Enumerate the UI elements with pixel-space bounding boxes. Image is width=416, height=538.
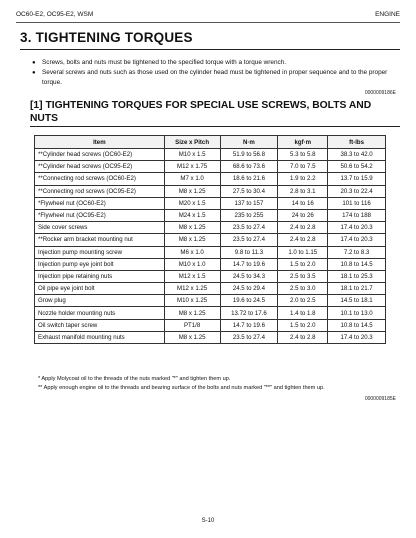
table-cell: **Connecting rod screws (OC60-E2) xyxy=(35,173,165,185)
table-header-row xyxy=(35,136,386,149)
table-cell: Oil switch taper screw xyxy=(35,319,165,331)
table-cell: 23.5 to 27.4 xyxy=(220,234,278,246)
table-row xyxy=(35,258,386,270)
table-cell: PT1/8 xyxy=(164,319,220,331)
table-cell: 18.1 to 21.7 xyxy=(328,283,386,295)
bullet-item: ● Several screws and nuts such as those used on the cylinder head must be tightened in proper sequence and to the proper torque. xyxy=(32,68,392,88)
table-cell: 7.2 to 8.3 xyxy=(328,246,386,258)
bullet-item: ● Screws, bolts and nuts must be tightened to the specified torque with a torque wrench. xyxy=(32,58,392,68)
table-cell: M8 x 1.25 xyxy=(164,234,220,246)
table-cell: 14.7 to 19.6 xyxy=(220,258,278,270)
table-row xyxy=(35,173,386,185)
column-header: N·m xyxy=(220,136,278,149)
table-cell: 17.4 to 20.3 xyxy=(328,222,386,234)
table-cell: 17.4 to 20.3 xyxy=(328,331,386,343)
table-cell: 17.4 to 20.3 xyxy=(328,234,386,246)
table-cell: Exhaust manifold mounting nuts xyxy=(35,331,165,343)
table-cell: Side cover screws xyxy=(35,222,165,234)
table-cell: 7.0 to 7.5 xyxy=(278,161,328,173)
table-cell: 14 to 16 xyxy=(278,197,328,209)
table-cell: 24 to 26 xyxy=(278,209,328,221)
table-row xyxy=(35,209,386,221)
table-cell: Grow plug xyxy=(35,295,165,307)
table-cell: 23.5 to 27.4 xyxy=(220,331,278,343)
table-cell: 19.6 to 24.5 xyxy=(220,295,278,307)
table-cell: Nozzle holder mounting nuts xyxy=(35,307,165,319)
table-row xyxy=(35,185,386,197)
table-cell: 10.1 to 13.0 xyxy=(328,307,386,319)
table-cell: **Cylinder head screws (OC60-E2) xyxy=(35,149,165,161)
column-header: kgf·m xyxy=(278,136,328,149)
table-cell: 24.5 to 34.3 xyxy=(220,270,278,282)
table-cell: M6 x 1.0 xyxy=(164,246,220,258)
table-cell: 2.4 to 2.8 xyxy=(278,234,328,246)
table-row xyxy=(35,222,386,234)
header-manual-title: OC60-E2, OC95-E2, WSM xyxy=(16,11,94,18)
column-header: ft-lbs xyxy=(328,136,386,149)
table-cell: M8 x 1.25 xyxy=(164,185,220,197)
table-cell: 24.5 to 29.4 xyxy=(220,283,278,295)
table-cell: M10 x 1.0 xyxy=(164,258,220,270)
table-row xyxy=(35,307,386,319)
table-row xyxy=(35,331,386,343)
table-row xyxy=(35,295,386,307)
table-cell: 1.5 to 2.0 xyxy=(278,258,328,270)
table-cell: *Flywheel nut (OC95-E2) xyxy=(35,209,165,221)
table-cell: **Rocker arm bracket mounting nut xyxy=(35,234,165,246)
table-cell: 2.5 to 3.0 xyxy=(278,283,328,295)
table-cell: M10 x 1.5 xyxy=(164,149,220,161)
table-cell: 2.5 to 3.5 xyxy=(278,270,328,282)
table-cell: M12 x 1.25 xyxy=(164,283,220,295)
table-cell: 2.0 to 2.5 xyxy=(278,295,328,307)
document-code: 0000009186E xyxy=(364,90,396,96)
table-row xyxy=(35,319,386,331)
table-cell: 174 to 188 xyxy=(328,209,386,221)
table-row xyxy=(35,161,386,173)
table-cell: 1.9 to 2.2 xyxy=(278,173,328,185)
table-cell: 14.7 to 19.6 xyxy=(220,319,278,331)
table-cell: 23.5 to 27.4 xyxy=(220,222,278,234)
table-cell: 50.6 to 54.2 xyxy=(328,161,386,173)
page-header xyxy=(16,11,400,21)
table-cell: M8 x 1.25 xyxy=(164,222,220,234)
table-cell: Injection pump mounting screw xyxy=(35,246,165,258)
table-row xyxy=(35,197,386,209)
table-cell: 20.3 to 22.4 xyxy=(328,185,386,197)
torque-table xyxy=(34,135,386,344)
table-cell: 51.9 to 56.8 xyxy=(220,149,278,161)
section-title: 3. TIGHTENING TORQUES xyxy=(20,30,193,45)
table-row xyxy=(35,270,386,282)
table-cell: 13.7 to 15.9 xyxy=(328,173,386,185)
page-number: S-10 xyxy=(201,518,215,524)
table-cell: 235 to 255 xyxy=(220,209,278,221)
table-cell: 13.72 to 17.6 xyxy=(220,307,278,319)
header-rule xyxy=(16,22,400,23)
header-section-name: ENGINE xyxy=(375,11,400,18)
table-cell: 5.3 to 5.8 xyxy=(278,149,328,161)
table-cell: 27.5 to 30.4 xyxy=(220,185,278,197)
table-cell: 2.4 to 2.8 xyxy=(278,331,328,343)
table-cell: **Connecting rod screws (OC95-E2) xyxy=(35,185,165,197)
table-cell: M8 x 1.25 xyxy=(164,331,220,343)
table-cell: Injection pipe retaining nuts xyxy=(35,270,165,282)
table-cell: 14.5 to 18.1 xyxy=(328,295,386,307)
table-cell: 1.5 to 2.0 xyxy=(278,319,328,331)
table-cell: 38.3 to 42.0 xyxy=(328,149,386,161)
table-cell: 68.6 to 73.6 xyxy=(220,161,278,173)
column-header: Size x Pitch xyxy=(164,136,220,149)
table-cell: M10 x 1.25 xyxy=(164,295,220,307)
subsection-title-rule xyxy=(30,126,400,127)
table-row xyxy=(35,246,386,258)
table-cell: **Cylinder head screws (OC95-E2) xyxy=(35,161,165,173)
footnotes xyxy=(38,375,410,393)
table-cell: 2.8 to 3.1 xyxy=(278,185,328,197)
document-code: 0000009185E xyxy=(364,396,396,402)
table-cell: 137 to 157 xyxy=(220,197,278,209)
intro-bullets xyxy=(32,58,392,88)
column-header: Item xyxy=(35,136,165,149)
table-cell: M12 x 1.5 xyxy=(164,270,220,282)
table-cell: M12 x 1.75 xyxy=(164,161,220,173)
table-cell: 9.8 to 11.3 xyxy=(220,246,278,258)
table-row xyxy=(35,234,386,246)
section-title-rule xyxy=(20,49,400,50)
table-cell: 18.6 to 21.6 xyxy=(220,173,278,185)
table-cell: 1.4 to 1.8 xyxy=(278,307,328,319)
subsection-title: [1] TIGHTENING TORQUES FOR SPECIAL USE SCREWS, BOLTS AND NUTS xyxy=(30,100,372,124)
table-cell: *Flywheel nut (OC60-E2) xyxy=(35,197,165,209)
table-cell: M20 x 1.5 xyxy=(164,197,220,209)
footnote: ** Apply enough engine oil to the threads and bearing surface of the bolts and nuts marked "**" and tighten them up. xyxy=(38,385,325,391)
table-cell: 10.8 to 14.5 xyxy=(328,258,386,270)
table-cell: Oil pipe eye joint bolt xyxy=(35,283,165,295)
table-cell: 101 to 116 xyxy=(328,197,386,209)
footnote: * Apply Molycoat oil to the threads of the nuts marked "*" and tighten them up. xyxy=(38,376,231,382)
table-cell: 18.1 to 25.3 xyxy=(328,270,386,282)
table-cell: M7 x 1.0 xyxy=(164,173,220,185)
table-cell: 1.0 to 1.15 xyxy=(278,246,328,258)
table-cell: Injection pump eye joint bolt xyxy=(35,258,165,270)
table-row xyxy=(35,283,386,295)
table-body xyxy=(35,149,386,344)
table-cell: 10.8 to 14.5 xyxy=(328,319,386,331)
table-cell: M8 x 1.25 xyxy=(164,307,220,319)
table-row xyxy=(35,149,386,161)
table-cell: M24 x 1.5 xyxy=(164,209,220,221)
table-cell: 2.4 to 2.8 xyxy=(278,222,328,234)
